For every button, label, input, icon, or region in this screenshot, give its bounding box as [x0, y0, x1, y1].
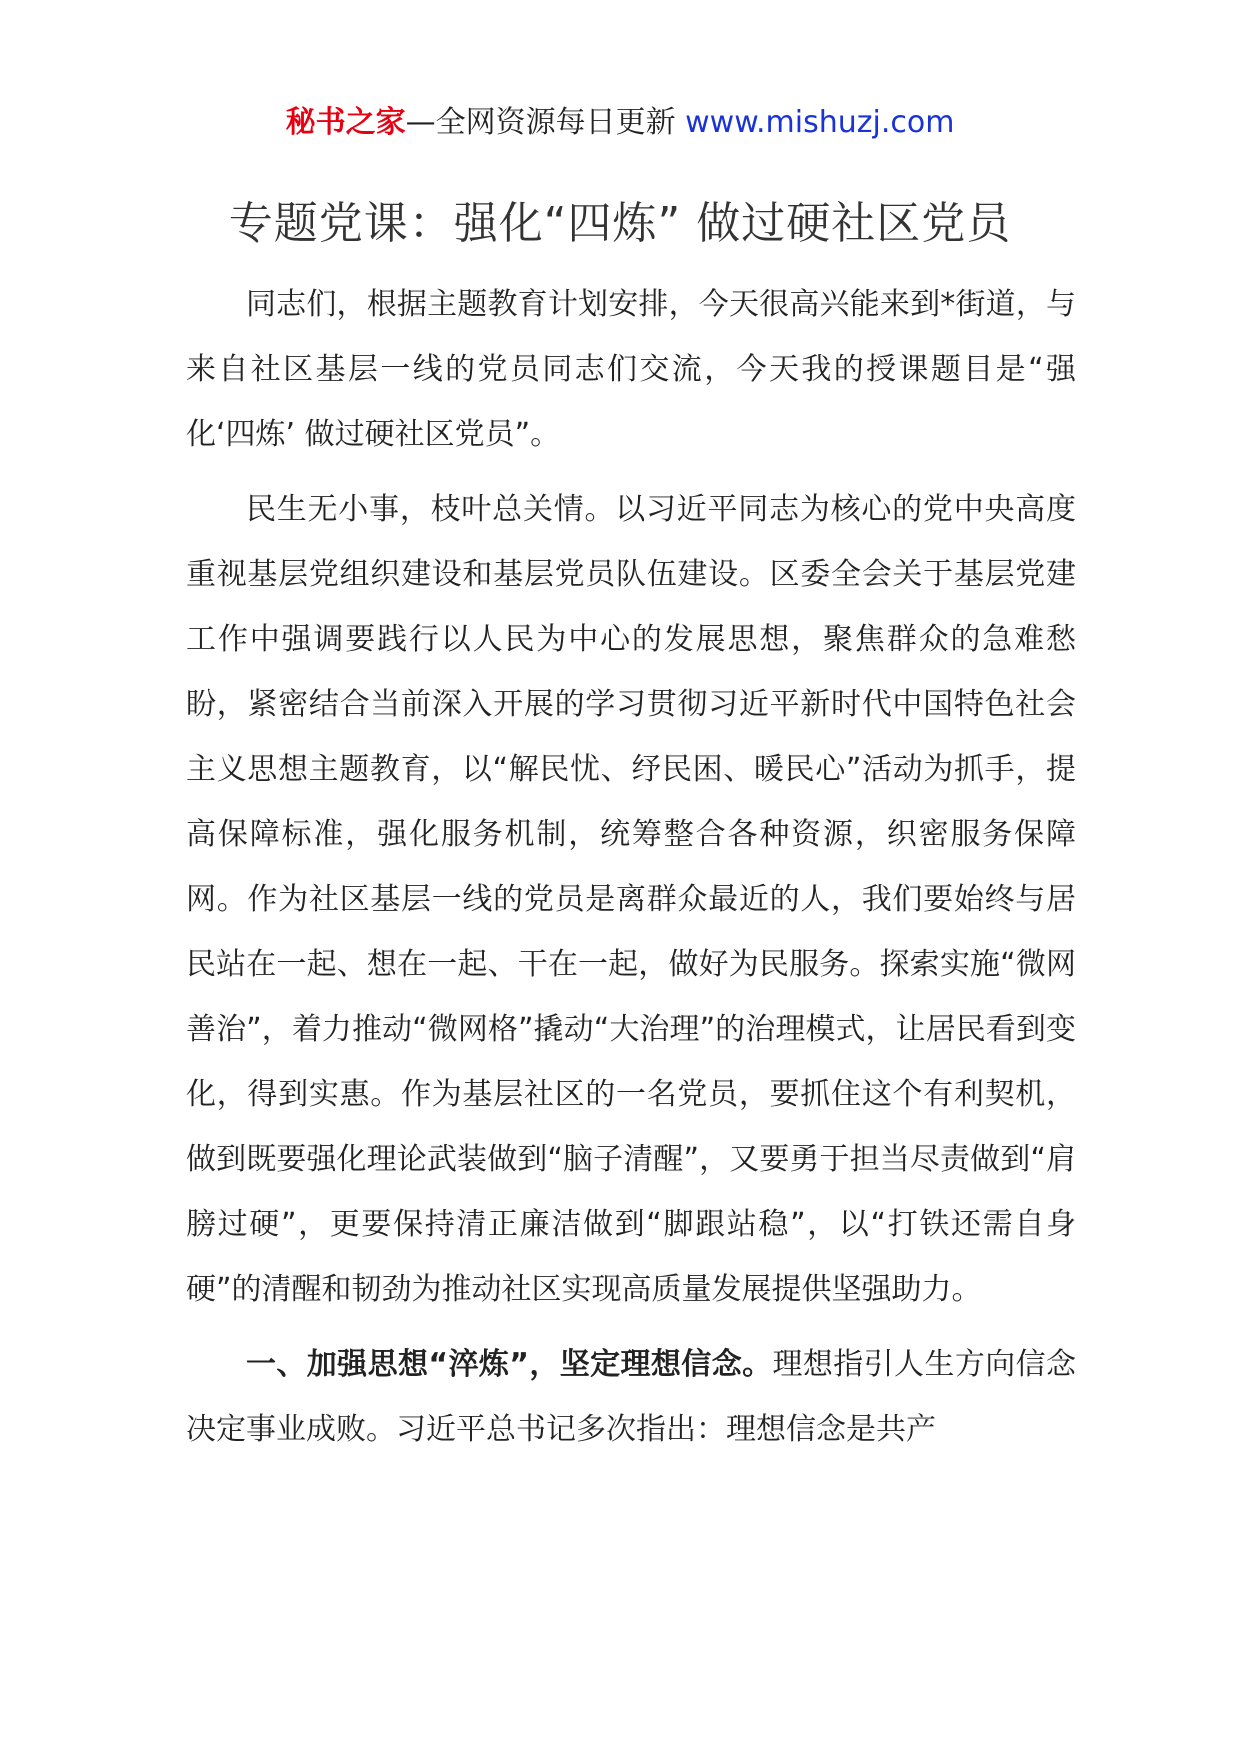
document-body	[186, 272, 1076, 1462]
brand-name: 秘书之家	[285, 105, 406, 140]
site-url[interactable]: www.mishuzj.com	[685, 105, 955, 140]
site-header	[0, 100, 1240, 146]
paragraph-intro: 同志们，根据主题教育计划安排，今天很高兴能来到*街道，与来自社区基层一线的党员同志们交流，今天我的授课题目是“强化‘四炼’ 做过硬社区党员”。	[186, 287, 1076, 452]
document-title: 专题党课：强化“四炼” 做过硬社区党员	[228, 198, 1012, 249]
section-1-heading: 一、加强思想“淬炼”，坚定理想信念。	[246, 1347, 773, 1382]
section-1-text: 理想指引人生方向信念决定事业成败。习近平总书记多次指出：理想信念是共产	[186, 1347, 1077, 1447]
paragraph-section-1	[186, 1332, 1076, 1462]
header-tagline: —全网资源每日更新	[405, 105, 686, 140]
paragraph-context: 民生无小事，枝叶总关情。以习近平同志为核心的党中央高度重视基层党组织建设和基层党员队伍建设。区委全会关于基层党建工作中强调要践行以人民为中心的发展思想，聚焦群众的急难愁盼，紧密结合当前深入开展的学习贯彻习近平新时代中国特色社会主义思想主题教育，以“解民忧、纾民困、暖民心”活动为抓手，提高保障标准，强化服务机制，统筹整合各种资源，织密服务保障网。作为社区基层一线的党员是离群众最近的人，我们要始终与居民站在一起、想在一起、干在一起，做好为民服务。探索实施“微网善治”，着力推动“微网格”撬动“大治理”的治理模式，让居民看到变化，得到实惠。作为基层社区的一名党员，要抓住这个有利契机，做到既要强化理论武装做到“脑子清醒”，又要勇于担当尽责做到“肩膀过硬”，更要保持清正廉洁做到“脚跟站稳”，以“打铁还需自身硬”的清醒和韧劲为推动社区实现高质量发展提供坚强助力。	[186, 492, 1076, 1307]
